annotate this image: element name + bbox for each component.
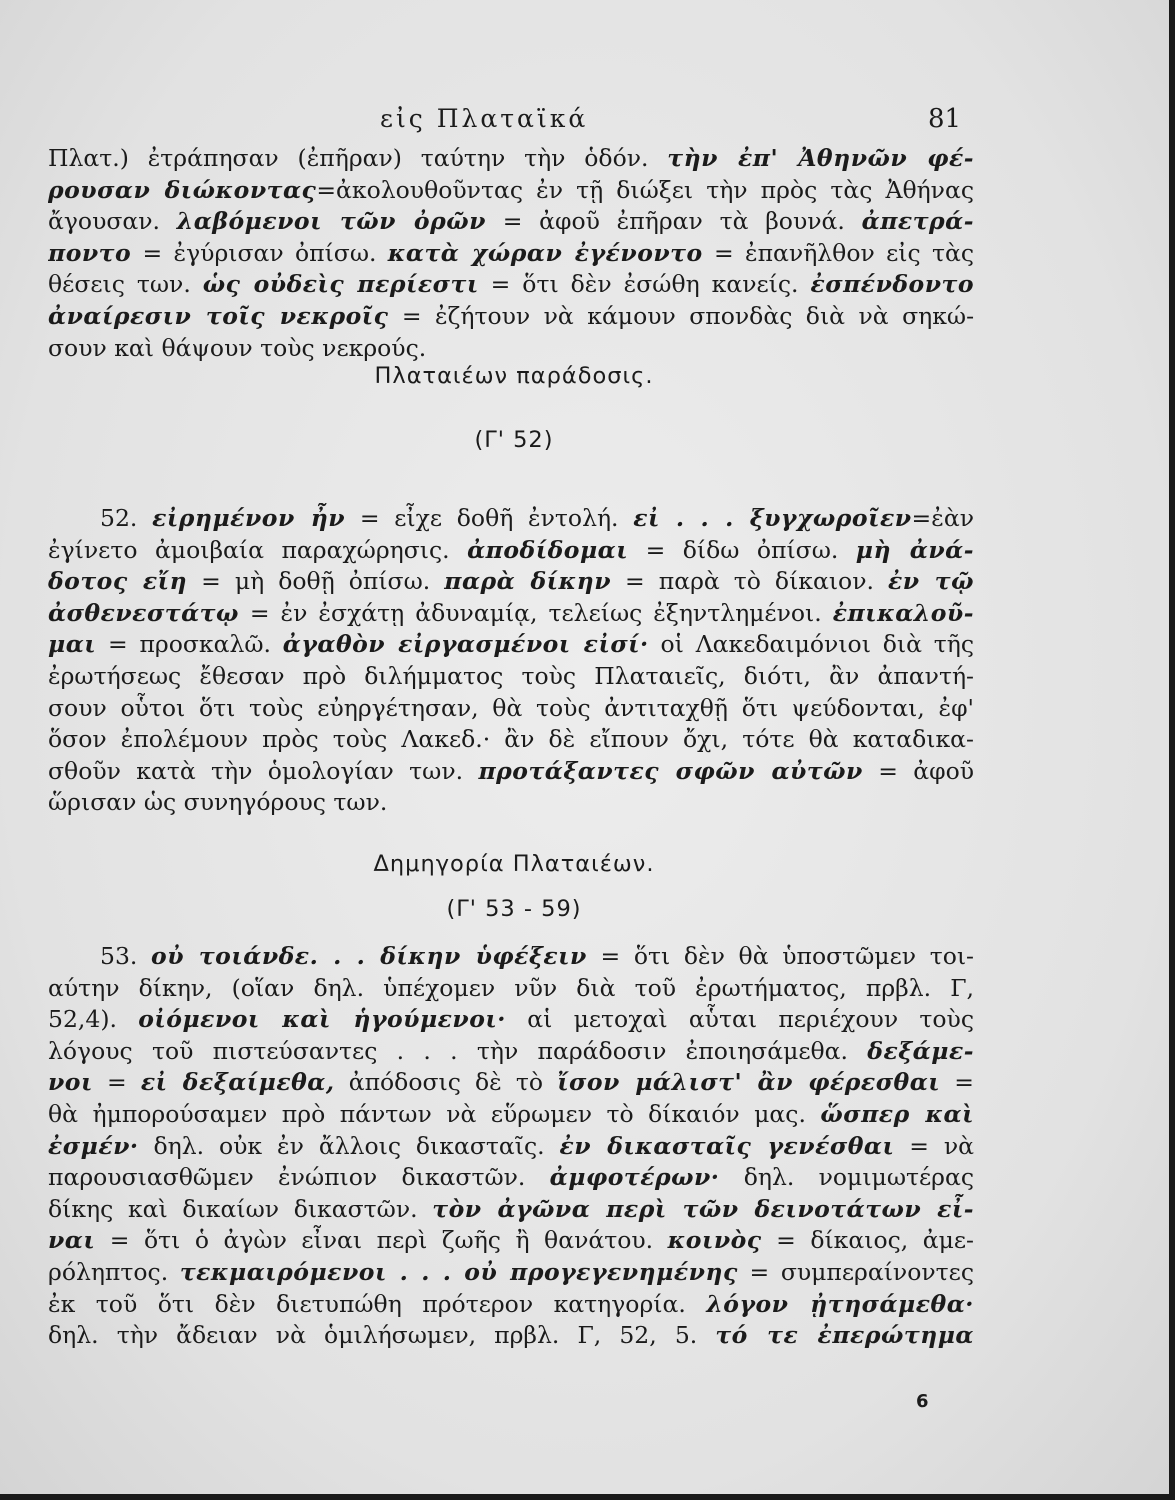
- lemma-term: ἀναίρεσιν τοῖς νεκροῖς: [48, 301, 389, 330]
- section-title-demegoria: Δημηγορία Πλαταιέων.: [373, 851, 655, 877]
- gloss-text: σθοῦν κατὰ τὴν ὁμολογίαν των.: [48, 756, 479, 785]
- gloss-text: 52,4).: [48, 1005, 139, 1034]
- text-line: [48, 206, 974, 238]
- gloss-text: σουν οὗτοι ὅτι τοὺς εὐηργέτησαν, θὰ τοὺς ἀντιταχθῇ ὅτι ψεύδονται, ἐφ': [48, 693, 974, 722]
- lemma-term: ἀμφοτέρων·: [549, 1163, 720, 1192]
- paragraph-glosses-52: [48, 503, 974, 819]
- text-line: [48, 1320, 974, 1352]
- gloss-text: 53.: [100, 942, 152, 970]
- text-line: [48, 1004, 974, 1036]
- text-line: [48, 1036, 974, 1068]
- gloss-text: δηλ. νομιμωτέρας: [719, 1163, 974, 1192]
- lemma-term: παρὰ δίκην: [444, 567, 612, 596]
- gloss-text: ἄγουσαν.: [48, 207, 177, 236]
- text-line: [48, 238, 974, 270]
- gloss-text: = δίδω ὀπίσω.: [628, 535, 856, 564]
- lemma-term: ἀγαθὸν εἰργασμένοι εἰσί·: [282, 630, 649, 659]
- gloss-text: ἐκ τοῦ ὅτι δὲν διετυπώθη πρότερον κατηγορία.: [48, 1289, 707, 1318]
- text-line: [48, 1067, 974, 1099]
- gloss-text: σουν καὶ θάψουν τοὺς νεκρούς.: [48, 333, 427, 362]
- gloss-text: ἐγίνετο ἀμοιβαία παραχώρησις.: [48, 535, 468, 564]
- lemma-term: προτάξαντες σφῶν αὐτῶν: [478, 756, 863, 785]
- lemma-term: ποντο: [48, 238, 132, 267]
- gloss-text: παρουσιασθῶμεν ἐνώπιον δικαστῶν.: [48, 1163, 550, 1192]
- gloss-text: = παρὰ τὸ δίκαιον.: [611, 567, 888, 596]
- section-ref-52: (Γ' 52): [474, 427, 554, 453]
- gloss-text: 52.: [100, 504, 153, 532]
- gloss-text: =ἐὰν: [911, 504, 974, 532]
- paragraph-glosses-1: [48, 143, 974, 364]
- text-line: [48, 1257, 974, 1289]
- gloss-text: = προσκαλῶ.: [96, 630, 283, 659]
- text-line: [48, 175, 974, 207]
- gloss-text: = ἐγύρισαν ὀπίσω.: [131, 238, 388, 267]
- lemma-term: νοι: [48, 1068, 93, 1097]
- lemma-term: ὡς οὐδεὶς περίεστι: [202, 270, 479, 299]
- lemma-term: ἀσθενεστάτῳ: [48, 598, 239, 627]
- lemma-term: ἴσον μάλιστ' ἂν φέρεσθαι: [557, 1068, 941, 1097]
- gloss-text: ρόληπτος.: [48, 1257, 180, 1286]
- text-line: [48, 566, 974, 598]
- gloss-text: = ὅτι ὁ ἀγὼν εἶναι περὶ ζωῆς ἢ θανάτου.: [95, 1226, 668, 1255]
- lemma-term: τὸν ἀγῶνα περὶ τῶν δεινοτάτων εἶ-: [432, 1194, 974, 1223]
- gloss-text: λόγους τοῦ πιστεύσαντες . . . τὴν παράδοσιν ἐποιησάμεθα.: [48, 1036, 868, 1065]
- lemma-term: ἐν τῷ: [887, 567, 974, 596]
- text-line: [48, 941, 974, 973]
- gloss-text: θὰ ἠμπορούσαμεν πρὸ πάντων νὰ εὕρωμεν τὸ δίκαιόν μας.: [48, 1099, 821, 1128]
- gloss-text: αύτην δίκην, (οἵαν δηλ. ὑπέχομεν νῦν διὰ τοῦ ἐρωτήματος, πρβλ. Γ,: [48, 973, 974, 1002]
- text-line: [48, 1225, 974, 1257]
- lemma-term: ἀποδίδομαι: [467, 535, 629, 564]
- gloss-text: δίκης καὶ δικαίων δικαστῶν.: [48, 1194, 433, 1223]
- lemma-term: μαι: [48, 630, 97, 659]
- gloss-text: Πλατ.) ἐτράπησαν (ἐπῆραν) ταύτην τὴν ὁδόν.: [48, 144, 668, 172]
- text-line: [48, 1194, 974, 1226]
- text-line: [48, 598, 974, 630]
- text-line: [48, 503, 974, 535]
- gloss-text: δηλ. τὴν ἄδειαν νὰ ὁμιλήσωμεν, πρβλ. Γ, 52, 5.: [48, 1321, 716, 1350]
- gloss-text: = συμπεραίνοντες: [737, 1257, 974, 1286]
- gloss-text: ἀπόδοσις δὲ τὸ: [334, 1068, 558, 1097]
- lemma-term: ἐπικαλοῦ-: [832, 598, 974, 627]
- running-head: εἰς Πλαταϊκά: [380, 104, 589, 133]
- section-ref-53-59: (Γ' 53 - 59): [446, 896, 582, 922]
- lemma-term: λαβόμενοι τῶν ὀρῶν: [176, 207, 486, 236]
- gloss-text: = μὴ δοθῇ ὀπίσω.: [187, 567, 445, 596]
- lemma-term: εἰ δεξαίμεθα,: [140, 1068, 335, 1097]
- lemma-term: κατὰ χώραν ἐγένοντο: [387, 238, 703, 267]
- lemma-term: ἐσπένδοντο: [810, 270, 974, 299]
- lemma-term: ναι: [48, 1226, 96, 1255]
- text-line: [48, 1289, 974, 1321]
- text-line: [48, 269, 974, 301]
- paragraph-glosses-53: [48, 941, 974, 1352]
- scan-edge-bottom: [0, 1494, 1175, 1500]
- lemma-term: ρουσαν διώκοντας: [48, 175, 317, 204]
- text-line: [48, 1099, 974, 1131]
- gloss-text: = ἀφοῦ: [862, 756, 974, 785]
- lemma-term: λόγον ᾐτησάμεθα·: [706, 1289, 974, 1318]
- scan-edge-right: [1169, 0, 1175, 1500]
- text-line: [48, 1131, 974, 1163]
- gloss-text: =ἀκολουθοῦντας ἐν τῇ διώξει τὴν πρὸς τὰς Ἀθήνας: [316, 175, 974, 204]
- text-line: [48, 535, 974, 567]
- text-line: [48, 1162, 974, 1194]
- lemma-term: ἐν δικασταῖς γενέσθαι: [559, 1131, 895, 1160]
- text-line: [48, 724, 974, 756]
- text-line: [48, 333, 974, 365]
- gloss-text: = νὰ: [894, 1131, 974, 1160]
- lemma-term: μὴ ἀνά-: [855, 535, 974, 564]
- text-line: [48, 629, 974, 661]
- page-number: 81: [928, 104, 962, 134]
- printer-signature: 6: [916, 1391, 929, 1412]
- text-line: [48, 301, 974, 333]
- gloss-text: =: [940, 1068, 974, 1097]
- gloss-text: οἱ Λακεδαιμόνιοι διὰ τῆς: [648, 630, 974, 659]
- gloss-text: = ἐν ἐσχάτῃ ἀδυναμίᾳ, τελείως ἐξηντλημένοι.: [238, 598, 833, 627]
- gloss-text: =: [92, 1068, 141, 1097]
- lemma-term: ἐσμέν·: [48, 1131, 139, 1160]
- gloss-text: = εἶχε δοθῆ ἐντολή.: [345, 504, 634, 532]
- lemma-term: δεξάμε-: [867, 1036, 974, 1065]
- gloss-text: = ὅτι δὲν ἐσώθη κανείς.: [478, 270, 811, 299]
- lemma-term: τό τε ἐπερώτημα: [715, 1321, 974, 1350]
- text-line: [48, 756, 974, 788]
- lemma-term: τὴν ἐπ' Ἀθηνῶν φέ-: [667, 144, 974, 172]
- gloss-text: ὅσον ἐπολέμουν πρὸς τοὺς Λακεδ.· ἂν δὲ εἴπουν ὄχι, τότε θὰ καταδικα-: [48, 725, 974, 754]
- gloss-text: = ὅτι δὲν θὰ ὑποστῶμεν τοι-: [586, 942, 974, 970]
- lemma-term: οὐ τοιάνδε. . . δίκην ὑφέξειν: [151, 942, 587, 970]
- lemma-term: δοτος εἴη: [48, 567, 188, 596]
- gloss-text: = δίκαιος, ἀμε-: [761, 1226, 974, 1255]
- lemma-term: οἰόμενοι καὶ ἡγούμενοι·: [138, 1005, 506, 1034]
- text-line: [48, 787, 974, 819]
- lemma-term: εἰρημένον ἦν: [152, 504, 346, 532]
- gloss-text: δηλ. οὐκ ἐν ἄλλοις δικασταῖς.: [138, 1131, 560, 1160]
- lemma-term: τεκμαιρόμενοι . . . οὐ προγεγενημένης: [179, 1257, 738, 1286]
- gloss-text: ἐρωτήσεως ἔθεσαν πρὸ διλήμματος τοὺς Πλαταιεῖς, διότι, ἂν ἀπαντή-: [48, 661, 974, 690]
- text-line: [48, 693, 974, 725]
- gloss-text: = ἐπανῆλθον εἰς τὰς: [702, 238, 974, 267]
- lemma-term: ὥσπερ καὶ: [820, 1099, 974, 1128]
- text-line: [48, 661, 974, 693]
- section-title-paradosis: Πλαταιέων παράδοσις.: [374, 363, 654, 389]
- gloss-text: αἱ μετοχαὶ αὗται περιέχουν τοὺς: [505, 1005, 974, 1034]
- gloss-text: ὥρισαν ὡς συνηγόρους των.: [48, 788, 388, 817]
- lemma-term: κοινὸς: [667, 1226, 762, 1255]
- gloss-text: θέσεις των.: [48, 270, 203, 299]
- gloss-text: = ἀφοῦ ἐπῆραν τὰ βουνά.: [485, 207, 862, 236]
- lemma-term: εἰ . . . ξυγχωροῖεν: [633, 504, 912, 532]
- text-line: [48, 143, 974, 175]
- lemma-term: ἀπετρά-: [861, 207, 974, 236]
- text-line: [48, 973, 974, 1005]
- gloss-text: = ἐζήτουν νὰ κάμουν σπονδὰς διὰ νὰ σηκώ-: [388, 301, 974, 330]
